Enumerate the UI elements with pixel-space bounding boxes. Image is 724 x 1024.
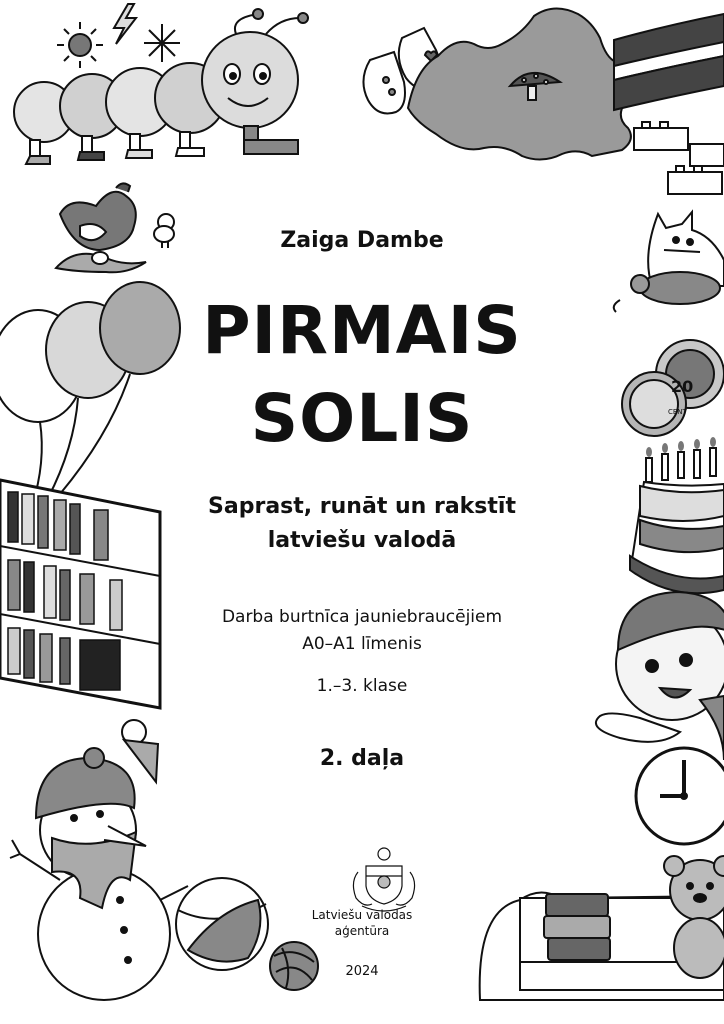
coin-sublabel: CENT — [668, 408, 687, 416]
sun-icon — [57, 22, 103, 68]
publisher-line-1: Latviešu valodas — [311, 908, 413, 922]
latvian-flag-illustration — [614, 14, 724, 110]
coin-label: 20 — [671, 377, 694, 396]
snowflake-icon — [144, 24, 180, 62]
coat-of-arms-logo — [353, 848, 414, 911]
part-number: 2. daļa — [319, 746, 405, 771]
publisher-line-2: aģentūra — [334, 924, 390, 938]
author-name: Zaiga Dambe — [280, 228, 444, 253]
subtitle-line-1: Saprast, runāt un rakstīt — [208, 494, 516, 519]
book-title-line-1: PIRMAIS — [202, 292, 522, 369]
building-blocks-illustration — [634, 122, 724, 194]
snowman-illustration — [10, 748, 188, 1000]
subtitle-line-2: latviešu valodā — [267, 528, 457, 553]
lightning-icon — [114, 4, 136, 44]
grade-level: 1.–3. klase — [316, 676, 408, 696]
description-line-2: A0–A1 līmenis — [302, 634, 422, 654]
publication-year: 2024 — [345, 964, 379, 979]
book-title-line-2: SOLIS — [250, 380, 474, 457]
description-line-1: Darba burtnīca jauniebraucējiem — [221, 607, 503, 627]
